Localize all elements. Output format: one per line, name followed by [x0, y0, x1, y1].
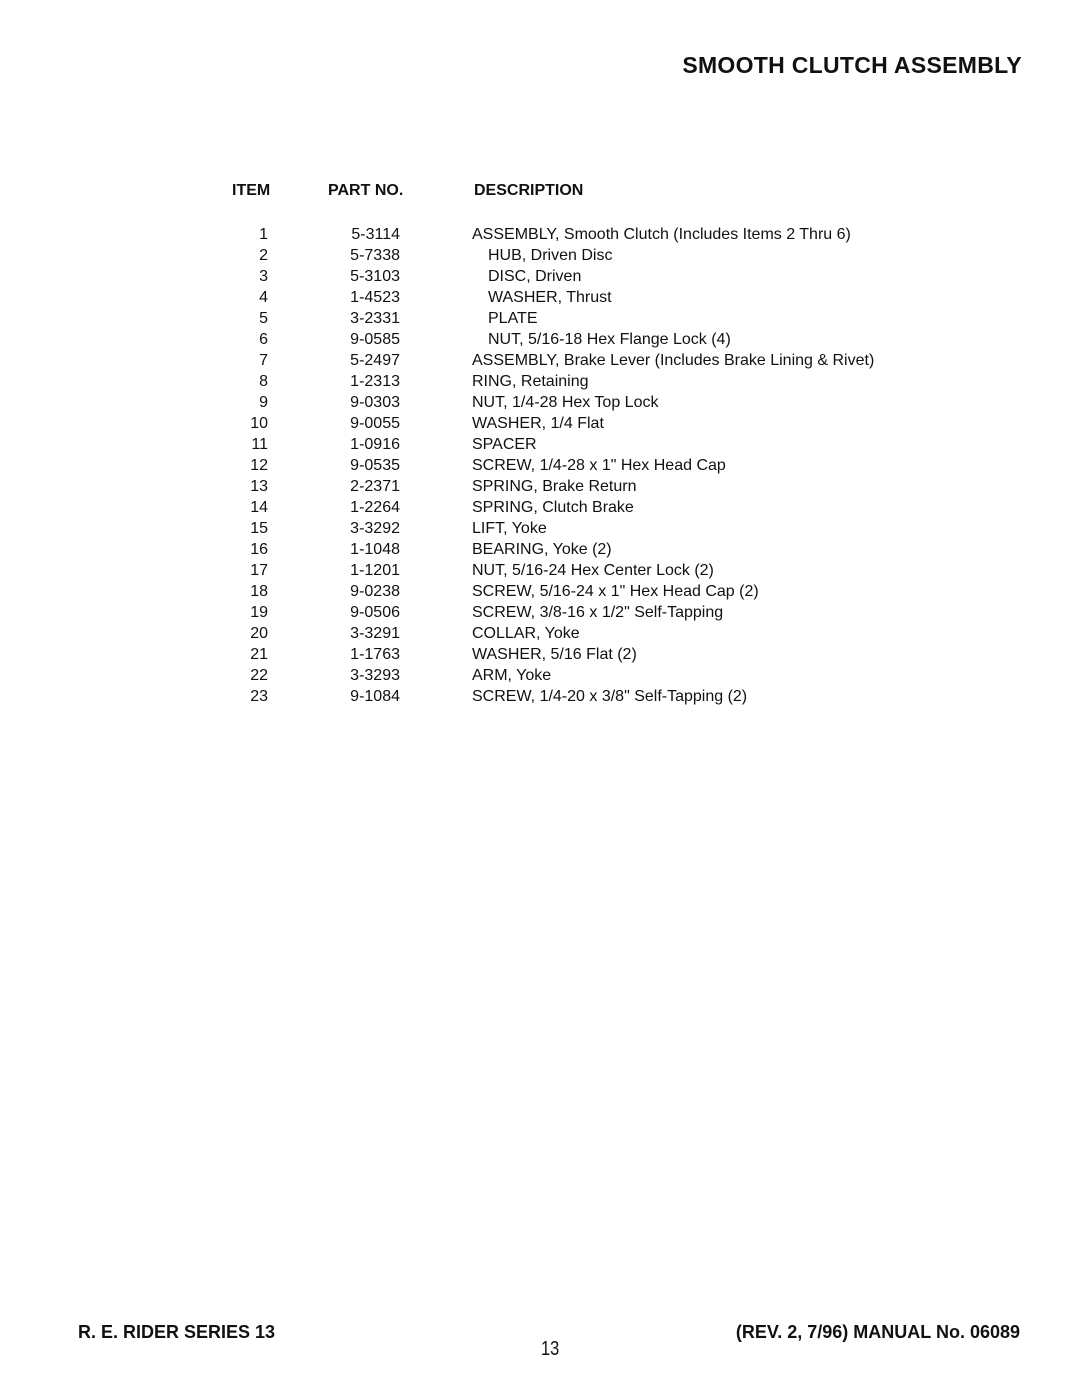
item-number: 11 [251, 436, 268, 453]
part-description: SPRING, Clutch Brake [472, 499, 634, 516]
part-number: 1-4523 [350, 289, 400, 306]
part-number: 1-1201 [350, 562, 400, 579]
table-row [0, 562, 1080, 583]
item-number: 3 [259, 268, 268, 285]
item-number: 5 [259, 310, 268, 327]
table-row [0, 310, 1080, 331]
item-number: 18 [250, 583, 268, 600]
table-row [0, 478, 1080, 499]
table-row [0, 541, 1080, 562]
part-description: RING, Retaining [472, 373, 589, 390]
table-row [0, 499, 1080, 520]
part-number: 5-3103 [350, 268, 400, 285]
part-number: 5-2497 [350, 352, 400, 369]
table-row [0, 436, 1080, 457]
column-header-part-no: PART NO. [328, 182, 404, 199]
part-description: ASSEMBLY, Smooth Clutch (Includes Items 2 Thru 6) [472, 226, 851, 243]
item-number: 14 [250, 499, 268, 516]
part-description: SPRING, Brake Return [472, 478, 637, 495]
item-number: 9 [259, 394, 268, 411]
table-row [0, 352, 1080, 373]
item-number: 23 [250, 688, 268, 705]
part-description: SCREW, 1/4-20 x 3/8" Self-Tapping (2) [472, 688, 748, 705]
part-number: 9-0585 [350, 331, 400, 348]
item-number: 10 [250, 415, 268, 432]
item-number: 12 [250, 457, 268, 474]
part-number: 1-1763 [350, 646, 400, 663]
part-number: 3-3292 [350, 520, 400, 537]
item-number: 6 [259, 331, 268, 348]
part-description: COLLAR, Yoke [472, 625, 580, 642]
page-number: 13 [541, 1338, 560, 1360]
part-number: 9-1084 [350, 688, 400, 705]
item-number: 17 [250, 562, 268, 579]
part-description: NUT, 5/16-24 Hex Center Lock (2) [472, 562, 714, 579]
part-number: 1-0916 [350, 436, 400, 453]
table-row [0, 667, 1080, 688]
table-row [0, 646, 1080, 667]
item-number: 15 [250, 520, 268, 537]
table-row [0, 625, 1080, 646]
part-number: 2-2371 [350, 478, 400, 495]
table-row [0, 688, 1080, 709]
part-number: 9-0506 [350, 604, 400, 621]
table-row [0, 226, 1080, 247]
part-description: SCREW, 3/8-16 x 1/2" Self-Tapping [472, 604, 724, 621]
part-description: PLATE [488, 310, 538, 327]
part-description: SCREW, 1/4-28 x 1" Hex Head Cap [472, 457, 726, 474]
part-number: 3-3293 [350, 667, 400, 684]
item-number: 13 [250, 478, 268, 495]
item-number: 7 [259, 352, 268, 369]
table-row [0, 247, 1080, 268]
table-row [0, 331, 1080, 352]
part-description: HUB, Driven Disc [488, 247, 613, 264]
table-row [0, 373, 1080, 394]
part-description: BEARING, Yoke (2) [472, 541, 612, 558]
part-description: SPACER [472, 436, 537, 453]
table-row [0, 583, 1080, 604]
part-number: 3-3291 [350, 625, 400, 642]
item-number: 4 [259, 289, 268, 306]
part-description: WASHER, Thrust [488, 289, 612, 306]
part-number: 9-0238 [350, 583, 400, 600]
footer-manual-number: (REV. 2, 7/96) MANUAL No. 06089 [735, 1322, 1020, 1342]
part-number: 1-1048 [350, 541, 400, 558]
part-number: 1-2264 [350, 499, 400, 516]
part-description: SCREW, 5/16-24 x 1" Hex Head Cap (2) [472, 583, 759, 600]
part-description: WASHER, 5/16 Flat (2) [472, 646, 637, 663]
part-number: 9-0303 [350, 394, 400, 411]
item-number: 1 [259, 226, 268, 243]
item-number: 8 [259, 373, 268, 390]
table-row [0, 289, 1080, 310]
column-header-item: ITEM [232, 182, 271, 199]
item-number: 16 [250, 541, 268, 558]
table-row [0, 415, 1080, 436]
table-row [0, 520, 1080, 541]
footer-series: R. E. RIDER SERIES 13 [78, 1322, 276, 1342]
part-description: ARM, Yoke [472, 667, 552, 684]
part-number: 5-3114 [351, 226, 400, 243]
part-number: 3-2331 [350, 310, 400, 327]
part-description: ASSEMBLY, Brake Lever (Includes Brake Lining & Rivet) [472, 352, 875, 369]
part-description: WASHER, 1/4 Flat [472, 415, 604, 432]
item-number: 19 [250, 604, 268, 621]
part-description: NUT, 1/4-28 Hex Top Lock [472, 394, 659, 411]
parts-list [0, 226, 1080, 709]
table-row [0, 394, 1080, 415]
part-description: DISC, Driven [488, 268, 582, 285]
part-number: 1-2313 [350, 373, 400, 390]
item-number: 2 [259, 247, 268, 264]
column-header-description: DESCRIPTION [474, 182, 584, 199]
part-description: NUT, 5/16-18 Hex Flange Lock (4) [488, 331, 731, 348]
item-number: 21 [250, 646, 268, 663]
table-row [0, 604, 1080, 625]
part-description: LIFT, Yoke [472, 520, 547, 537]
table-row [0, 457, 1080, 478]
item-number: 20 [250, 625, 268, 642]
part-number: 9-0055 [350, 415, 400, 432]
page-title: SMOOTH CLUTCH ASSEMBLY [682, 52, 1022, 78]
item-number: 22 [250, 667, 268, 684]
table-row [0, 268, 1080, 289]
part-number: 9-0535 [350, 457, 400, 474]
part-number: 5-7338 [350, 247, 400, 264]
